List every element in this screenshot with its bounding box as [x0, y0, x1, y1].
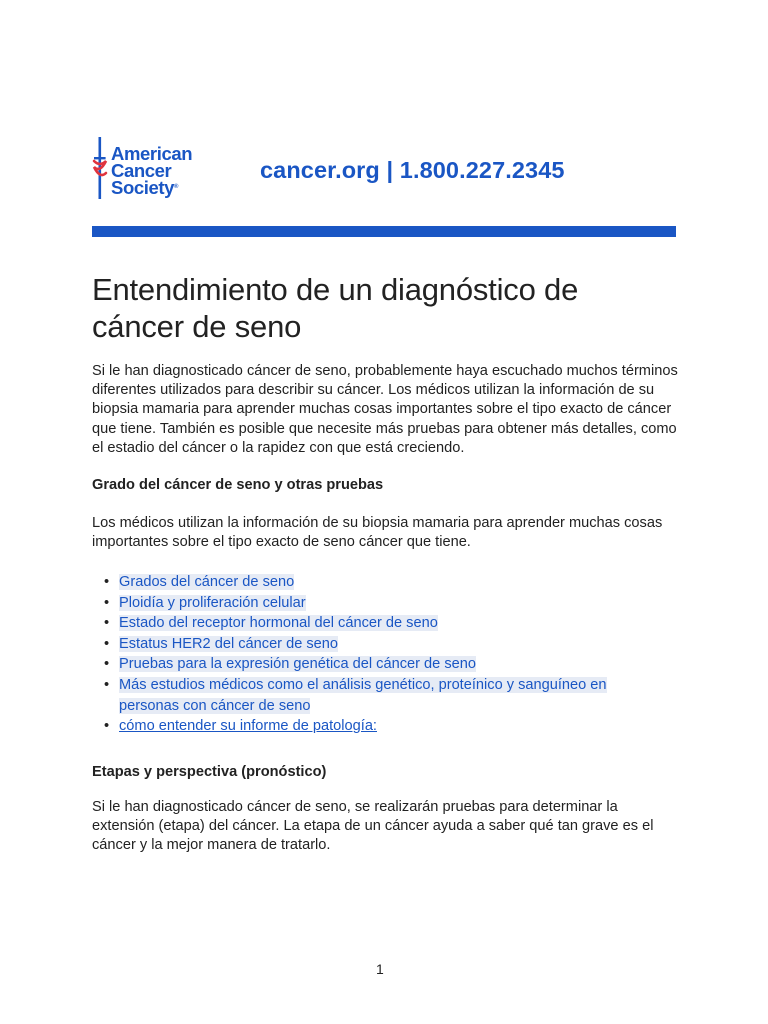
list-item	[104, 654, 664, 675]
bullet-icon: •	[104, 718, 110, 735]
logo-wordmark	[111, 145, 192, 196]
bullet-icon: •	[104, 574, 110, 590]
link-grados[interactable]: Grados del cáncer de seno	[119, 574, 295, 590]
bullet-icon: •	[104, 635, 110, 652]
list-item	[104, 716, 664, 737]
section-heading-etapas: Etapas y perspectiva (pronóstico)	[92, 764, 327, 780]
header	[90, 137, 680, 207]
link-informe-patologia[interactable]: cómo entender su informe de patología:	[119, 718, 377, 735]
list-item	[104, 572, 664, 593]
section-body-grado: Los médicos utilizan la información de su biopsia mamaria para aprender muchas cosas importantes sobre el tipo exacto de seno cáncer que tiene.	[92, 515, 663, 551]
contact-info[interactable]: cancer.org | 1.800.227.2345	[260, 157, 565, 183]
sword-caduceus-icon	[90, 137, 110, 201]
link-mas-estudios[interactable]: Más estudios médicos como el análisis genético, proteínico y sanguíneo en personas con cáncer de seno	[119, 676, 607, 714]
bullet-icon: •	[104, 615, 110, 632]
list-item	[104, 593, 664, 614]
list-item	[104, 613, 664, 634]
page-number: 1	[376, 961, 384, 977]
link-ploidia[interactable]: Ploidía y proliferación celular	[119, 594, 306, 611]
section-body-etapas: Si le han diagnosticado cáncer de seno, se realizarán pruebas para determinar la extensión (etapa) del cáncer. La etapa de un cáncer ayuda a saber qué tan grave es el cáncer y la mejor manera de tratarlo.	[92, 799, 654, 854]
logo-line-1: American	[111, 143, 193, 164]
link-receptor-hormonal[interactable]: Estado del receptor hormonal del cáncer de seno	[119, 615, 438, 632]
registered-mark: ®	[174, 184, 179, 190]
bullet-icon: •	[104, 594, 110, 611]
acs-logo	[90, 137, 215, 203]
related-links-list	[104, 572, 664, 737]
header-divider-bar	[92, 226, 676, 237]
intro-paragraph: Si le han diagnosticado cáncer de seno, probablemente haya escuchado muchos términos diferentes utilizados para describir su cáncer. Los médicos utilizan la información de su biopsia mamaria para aprender muchas cosas importantes sobre el tipo exacto de cáncer que tiene. También es posible que necesite más pruebas para obtener más detalles, como el estadio del cáncer o la rapidez con que está creciendo.	[92, 363, 678, 456]
bullet-icon: •	[104, 676, 110, 693]
section-heading-grado: Grado del cáncer de seno y otras pruebas	[92, 477, 384, 493]
logo-line-2: Cancer	[111, 160, 172, 181]
list-item	[104, 634, 664, 655]
logo-line-3: Society®	[111, 177, 179, 198]
bullet-icon: •	[104, 656, 110, 673]
list-item	[104, 675, 664, 716]
page-title: Entendimiento de un diagnóstico de cáncer de seno	[92, 272, 579, 344]
link-expresion-genetica[interactable]: Pruebas para la expresión genética del cáncer de seno	[119, 656, 476, 673]
link-her2[interactable]: Estatus HER2 del cáncer de seno	[119, 635, 339, 652]
